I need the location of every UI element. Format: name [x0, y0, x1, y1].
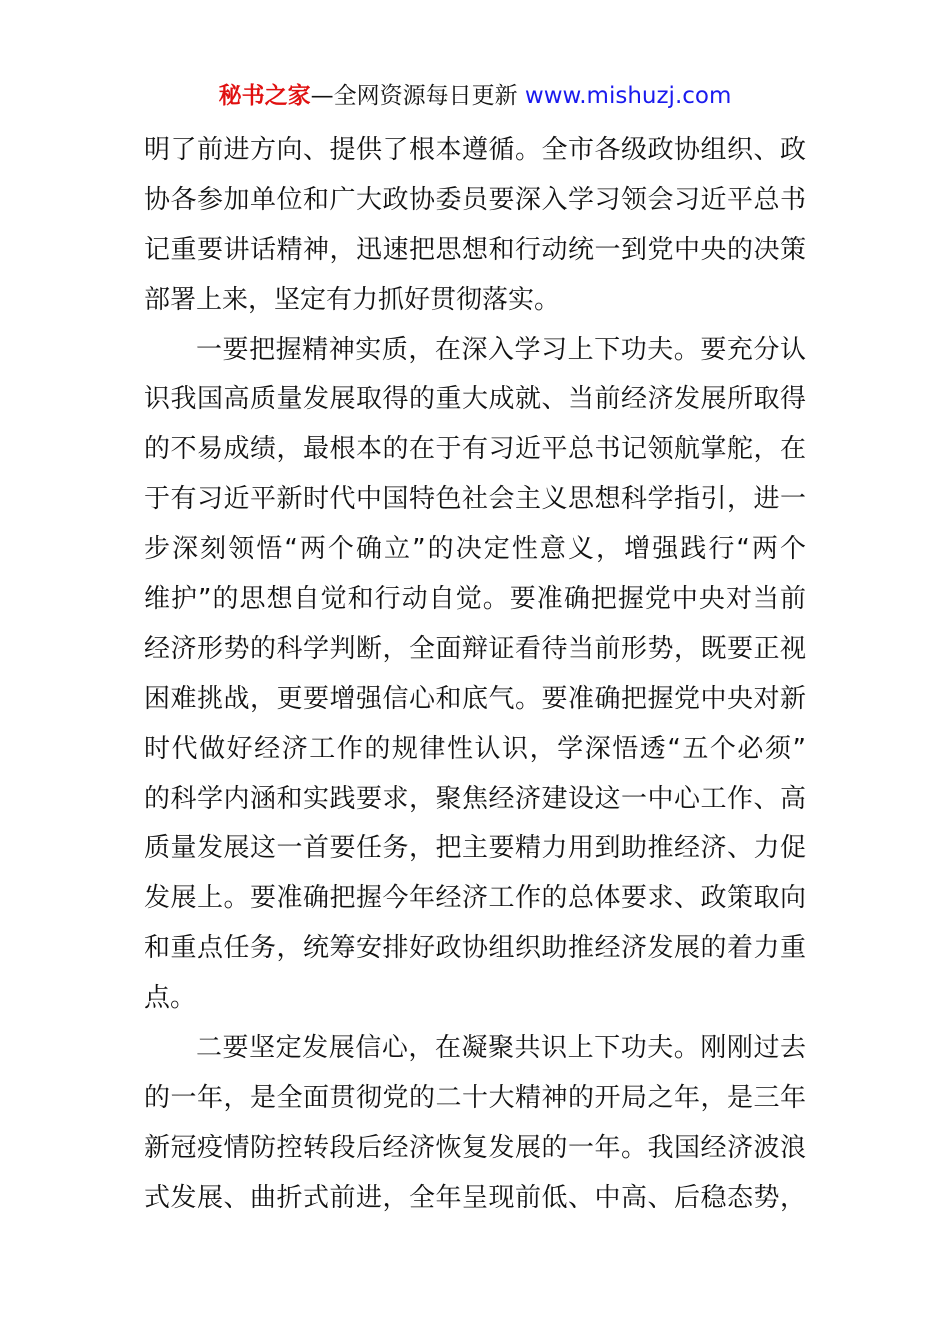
paragraph [144, 126, 806, 326]
text-line: 新冠疫情防控转段后经济恢复发展的一年。我国经济波浪 [144, 1132, 806, 1163]
text-line: 发展上。要准确把握今年经济工作的总体要求、政策取向 [144, 883, 806, 914]
text-line: 质量发展这一首要任务，把主要精力用到助推经济、力促 [144, 833, 806, 864]
text-line: 时代做好经济工作的规律性认识，学深悟透“五个必须” [144, 733, 806, 764]
text-line: 的一年，是全面贯彻党的二十大精神的开局之年，是三年 [144, 1082, 806, 1113]
text-line: 式发展、曲折式前进，全年呈现前低、中高、后稳态势， [144, 1182, 806, 1213]
text-line: 记重要讲话精神，迅速把思想和行动统一到党中央的决策 [144, 234, 806, 265]
text-line: 困难挑战，更要增强信心和底气。要准确把握党中央对新 [144, 683, 806, 714]
text-line: 的不易成绩，最根本的在于有习近平总书记领航掌舵，在 [144, 434, 806, 465]
brand-name: 秘书之家 [218, 83, 311, 109]
text-line: 步深刻领悟“两个确立”的决定性意义，增强践行“两个 [144, 534, 806, 565]
text-line: 一要把握精神实质，在深入学习上下功夫。要充分认 [196, 334, 806, 365]
paragraph [144, 326, 806, 1024]
text-line: 二要坚定发展信心，在凝聚共识上下功夫。刚刚过去 [196, 1033, 806, 1064]
text-line: 部署上来，坚定有力抓好贯彻落实。 [144, 284, 561, 315]
paragraph [144, 1024, 806, 1224]
header-tagline: —全网资源每日更新 [310, 83, 525, 109]
header-url-link[interactable]: www.mishuzj.com [524, 83, 732, 109]
text-line: 点。 [144, 983, 197, 1014]
document-body [144, 126, 806, 1224]
site-header [0, 80, 950, 112]
text-line: 经济形势的科学判断，全面辩证看待当前形势，既要正视 [144, 633, 806, 664]
text-line: 维护”的思想自觉和行动自觉。要准确把握党中央对当前 [144, 584, 806, 615]
text-line: 的科学内涵和实践要求，聚焦经济建设这一中心工作、高 [144, 783, 806, 814]
text-line: 和重点任务，统筹安排好政协组织助推经济发展的着力重 [144, 933, 806, 964]
text-line: 于有习近平新时代中国特色社会主义思想科学指引，进一 [144, 484, 806, 515]
text-line: 明了前进方向、提供了根本遵循。全市各级政协组织、政 [144, 135, 806, 165]
text-line: 协各参加单位和广大政协委员要深入学习领会习近平总书 [144, 184, 806, 215]
text-line: 识我国高质量发展取得的重大成就、当前经济发展所取得 [144, 384, 806, 415]
